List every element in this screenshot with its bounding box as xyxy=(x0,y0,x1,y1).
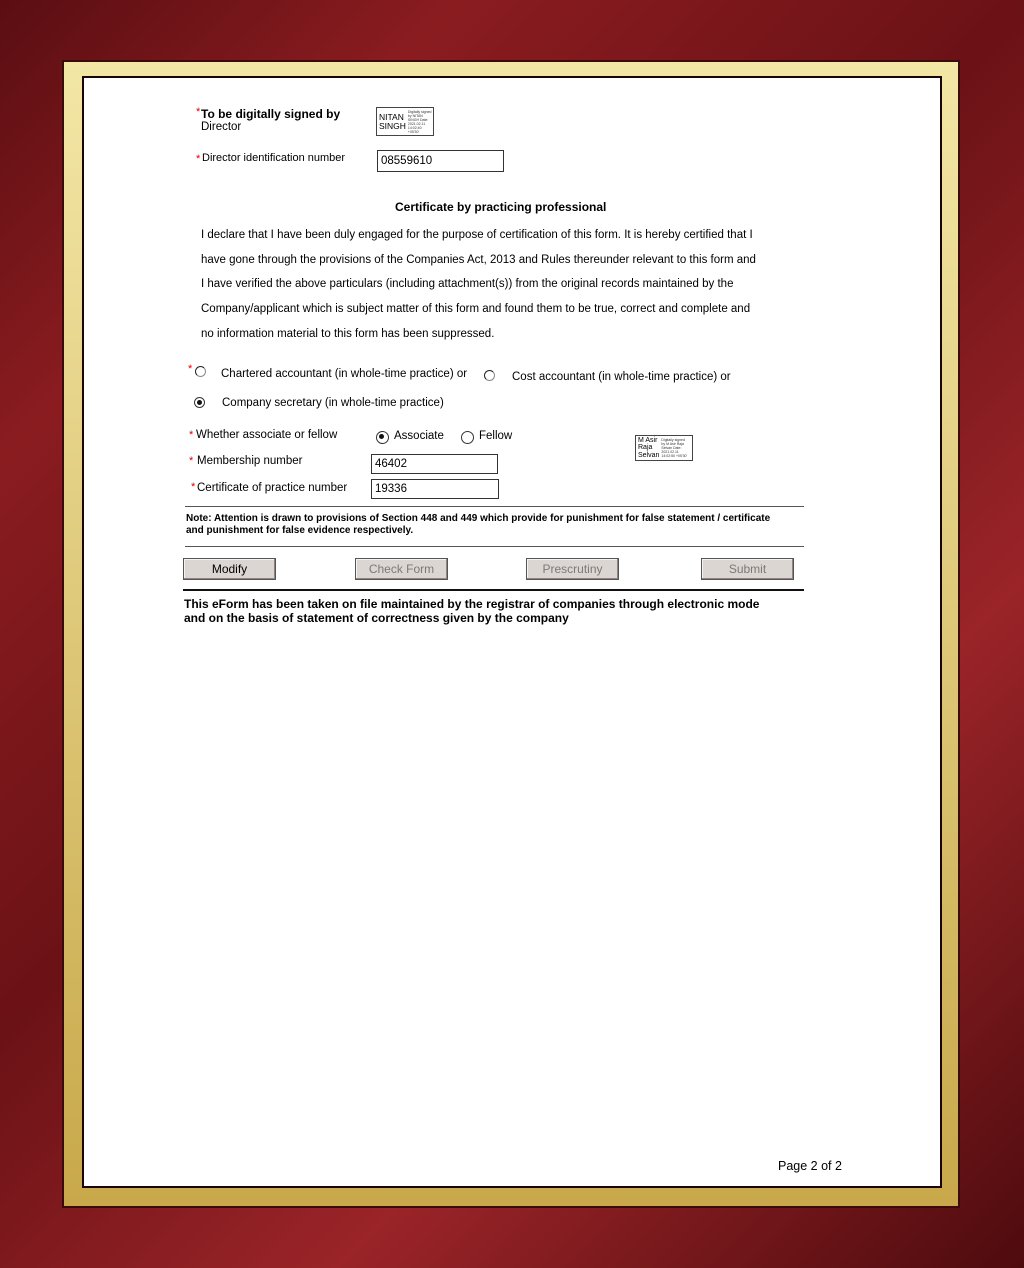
cost-accountant-label: Cost accountant (in whole-time practice) or xyxy=(512,371,731,383)
company-secretary-label: Company secretary (in whole-time practice) xyxy=(222,397,444,409)
director-sign-label: To be digitally signed by xyxy=(201,107,341,121)
required-marker: * xyxy=(191,481,196,493)
signature-name-line1: NITAN xyxy=(379,111,404,122)
fellow-radio[interactable] xyxy=(461,431,474,444)
declaration-line: no information material to this form has been suppressed. xyxy=(201,328,495,340)
associate-option-label: Associate xyxy=(394,430,444,442)
signature-name-line1: M Asir xyxy=(638,436,658,444)
signature-meta: Digitally signed by NITAN SINGH Date: 2021.02.11 14:02:40 +05'30' xyxy=(407,109,432,134)
footer-line1: This eForm has been taken on file maintained by the registrar of companies through electronic mode xyxy=(184,597,760,611)
note-line1: Note: Attention is drawn to provisions of Section 448 and 449 which provide for punishment for false statement / certificate xyxy=(186,513,771,524)
footer-line2: and on the basis of statement of correctness given by the company xyxy=(184,611,569,625)
din-label: Director identification number xyxy=(202,152,346,164)
required-marker: * xyxy=(196,106,201,118)
divider xyxy=(185,546,804,547)
modify-button[interactable]: Modify xyxy=(183,558,276,580)
fellow-option-label: Fellow xyxy=(479,430,513,442)
declaration-line: I declare that I have been duly engaged for the purpose of certification of this form. It is hereby certified that I xyxy=(201,229,753,241)
divider xyxy=(183,589,804,591)
page-number: Page 2 of 2 xyxy=(778,1159,842,1173)
prescrutiny-button[interactable]: Prescrutiny xyxy=(526,558,619,580)
signature-meta: Digitally signed by M Asir Raja Selvan Date: 2021.02.11 14:02:50 +05'30' xyxy=(661,438,688,458)
membership-number-input[interactable]: 46402 xyxy=(371,454,498,474)
professional-digital-signature[interactable] xyxy=(635,435,693,461)
signature-name-line3: Selvan xyxy=(638,451,660,459)
associate-radio[interactable] xyxy=(376,431,389,444)
form-page xyxy=(84,78,940,1186)
director-digital-signature[interactable] xyxy=(376,107,434,136)
signature-name-line2: SINGH xyxy=(379,120,406,131)
signature-name-line2: Raja xyxy=(638,444,653,452)
required-marker: * xyxy=(189,429,194,441)
declaration-line: I have verified the above particulars (including attachment(s)) from the original records maintained by the xyxy=(201,278,734,290)
company-secretary-radio[interactable] xyxy=(194,397,205,408)
required-marker: * xyxy=(188,363,193,375)
cop-number-input[interactable]: 19336 xyxy=(371,479,499,499)
divider xyxy=(185,506,804,507)
cost-accountant-radio[interactable] xyxy=(484,370,495,381)
note-line2: and punishment for false evidence respectively. xyxy=(186,525,414,536)
required-marker: * xyxy=(189,455,194,467)
chartered-accountant-radio[interactable] xyxy=(195,366,206,377)
declaration-line: Company/applicant which is subject matter of this form and found them to be true, correct and complete and xyxy=(201,303,751,315)
declaration-line: have gone through the provisions of the Companies Act, 2013 and Rules thereunder relevant to this form and xyxy=(201,254,756,266)
check-form-button[interactable]: Check Form xyxy=(355,558,448,580)
din-input[interactable]: 08559610 xyxy=(377,150,504,172)
chartered-accountant-label: Chartered accountant (in whole-time practice) or xyxy=(221,368,468,380)
certificate-heading: Certificate by practicing professional xyxy=(395,200,607,214)
submit-button[interactable]: Submit xyxy=(701,558,794,580)
associate-fellow-label: Whether associate or fellow xyxy=(196,429,338,441)
cop-number-label: Certificate of practice number xyxy=(197,482,348,494)
required-marker: * xyxy=(196,153,201,165)
membership-number-label: Membership number xyxy=(197,455,303,467)
director-sign-label-role: Director xyxy=(201,121,242,133)
